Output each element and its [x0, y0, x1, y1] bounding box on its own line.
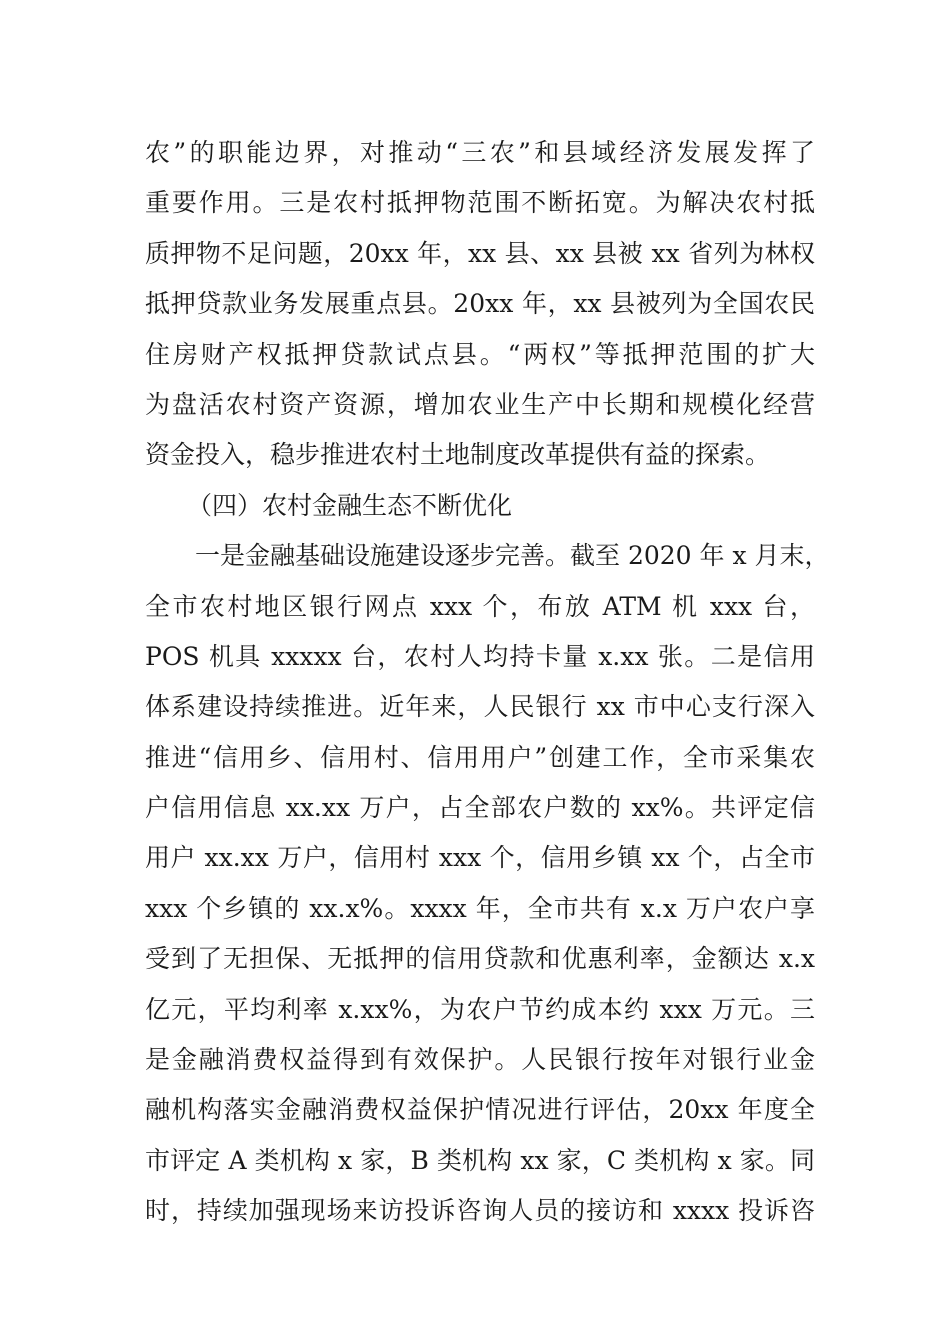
text-line: 为盘活农村资产资源，增加农业生产中长期和规模化经营 [145, 389, 815, 419]
text-line: 质押物不足问题，20xx 年，xx 县、xx 县被 xx 省列为林权 [145, 238, 815, 268]
document-body [145, 128, 830, 1237]
text-line: xxx 个乡镇的 xx.x%。xxxx 年，全市共有 x.x 万户农户享 [145, 893, 815, 923]
text-line-paragraph-end: 资金投入，稳步推进农村土地制度改革提供有益的探索。 [145, 440, 771, 470]
text-line-paragraph-start: 一是金融基础设施建设逐步完善。截至 2020 年 x 月末， [195, 541, 830, 571]
text-line: 推进“信用乡、信用村、信用用户”创建工作，全市采集农 [145, 742, 815, 772]
text-line: 是金融消费权益得到有效保护。人民银行按年对银行业金 [145, 1045, 815, 1075]
text-line: 住房财产权抵押贷款试点县。“两权”等抵押范围的扩大 [145, 339, 815, 369]
text-line: 农”的职能边界，对推动“三农”和县域经济发展发挥了 [145, 138, 815, 167]
text-line: 融机构落实金融消费权益保护情况进行评估，20xx 年度全 [145, 1095, 815, 1125]
text-line: 用户 xx.xx 万户，信用村 xxx 个，信用乡镇 xx 个，占全市 [145, 843, 815, 873]
text-line: 时，持续加强现场来访投诉咨询人员的接访和 xxxx 投诉咨 [145, 1196, 815, 1226]
text-line: 抵押贷款业务发展重点县。20xx 年，xx 县被列为全国农民 [145, 289, 815, 319]
text-line: 市评定 A 类机构 x 家，B 类机构 xx 家，C 类机构 x 家。同 [145, 1145, 815, 1175]
section-heading: （四）农村金融生态不断优化 [187, 490, 513, 520]
text-line: 全市农村地区银行网点 xxx 个，布放 ATM 机 xxx 台， [145, 591, 815, 621]
text-line: 受到了无担保、无抵押的信用贷款和优惠利率，金额达 x.x [145, 944, 815, 974]
text-line: POS 机具 xxxxx 台，农村人均持卡量 x.xx 张。二是信用 [145, 641, 815, 671]
text-line: 户信用信息 xx.xx 万户，占全部农户数的 xx%。共评定信 [145, 793, 815, 823]
text-line: 体系建设持续推进。近年来，人民银行 xx 市中心支行深入 [145, 692, 815, 722]
text-line: 亿元，平均利率 x.xx%，为农户节约成本约 xxx 万元。三 [145, 994, 815, 1024]
text-line: 重要作用。三是农村抵押物范围不断拓宽。为解决农村抵 [145, 188, 815, 218]
